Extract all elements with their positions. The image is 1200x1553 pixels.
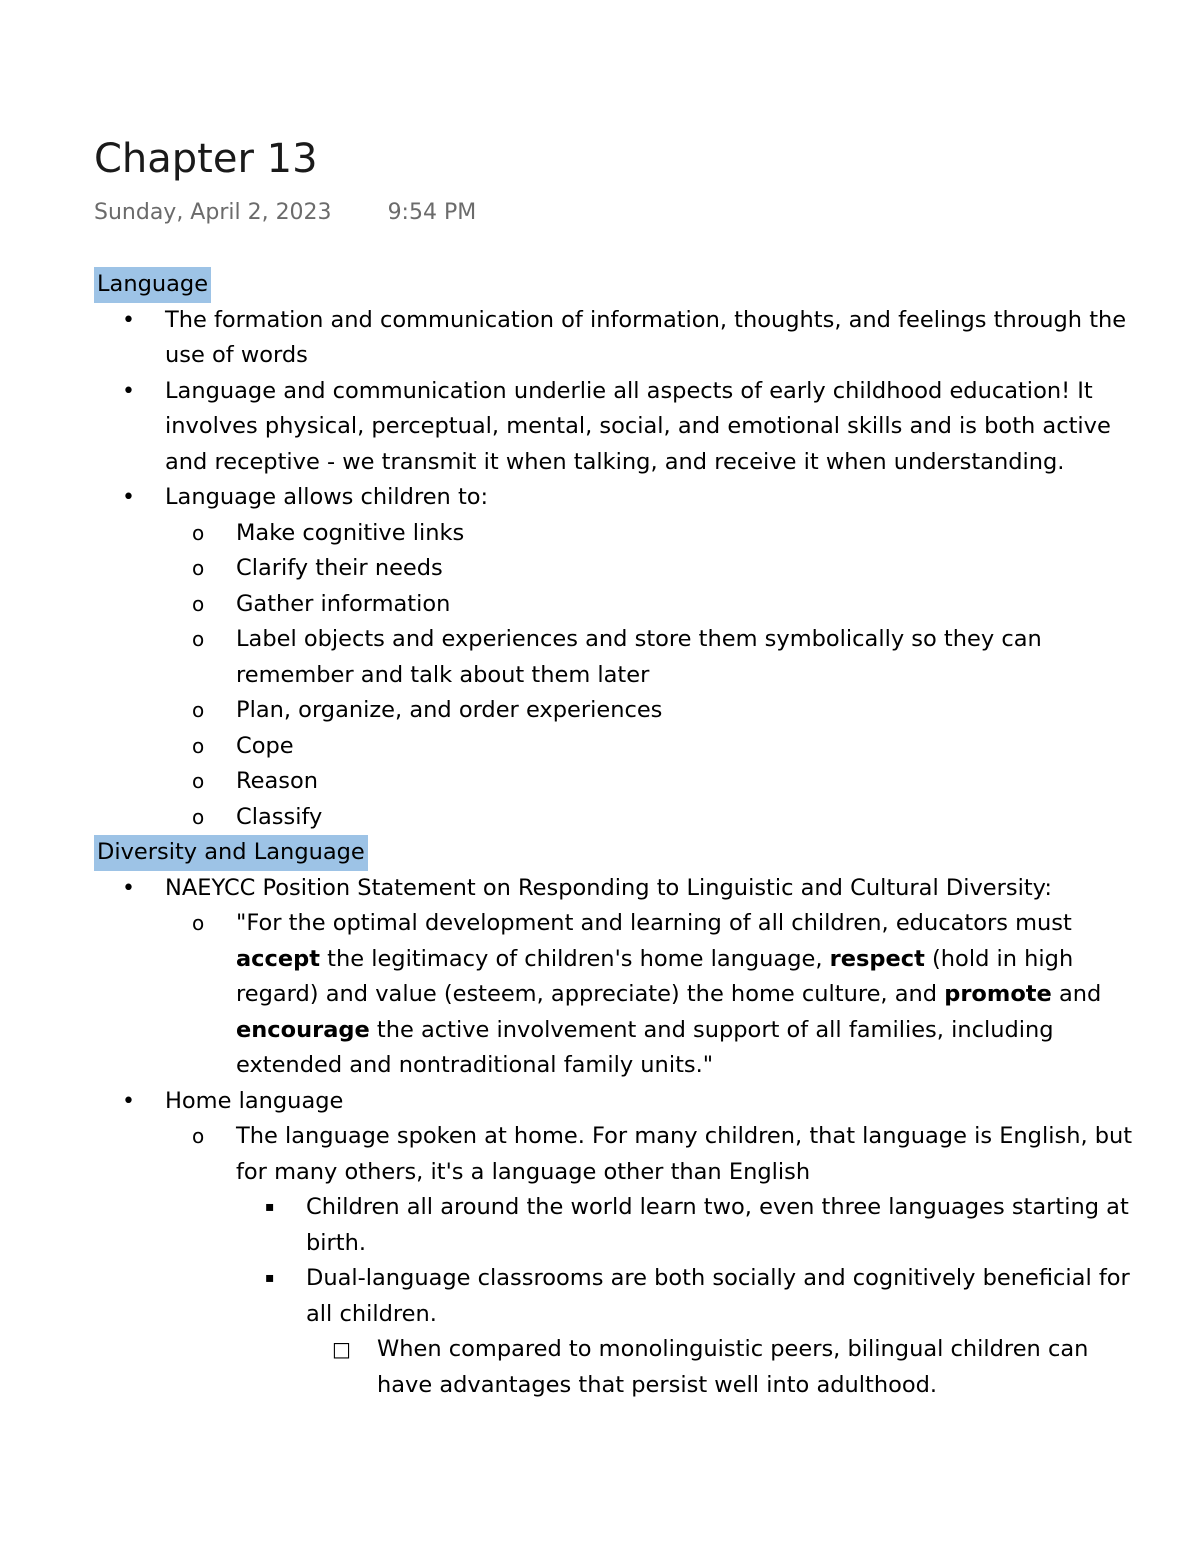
page-title: Chapter 13 [94, 136, 318, 182]
section-heading-diversity: Diversity and Language [94, 835, 368, 871]
note-time: 9:54 PM [387, 200, 477, 225]
note-date: Sunday, April 2, 2023 [94, 200, 332, 225]
bullet-icon: • [122, 875, 135, 901]
circle-bullet-icon: o [192, 698, 205, 722]
bullet-icon: • [122, 378, 135, 404]
list-item: o Plan, organize, and order experiences [94, 693, 1134, 729]
square-bullet-icon: ▪ [265, 1199, 275, 1215]
list-item: o Classify [94, 800, 1134, 836]
note-timestamp [94, 198, 476, 228]
list-item: ▪ Dual-language classrooms are both socially and cognitively beneficial for all children. [94, 1261, 1134, 1332]
section-heading-language: Language [94, 267, 211, 303]
bullet-icon: • [122, 1088, 135, 1114]
circle-bullet-icon: o [192, 804, 205, 829]
square-bullet-icon: ▪ [265, 1270, 275, 1286]
circle-bullet-icon: o [192, 556, 205, 580]
circle-bullet-icon: o [192, 733, 205, 758]
hollow-square-bullet-icon: □ [332, 1337, 351, 1361]
circle-bullet-icon: o [192, 591, 205, 616]
circle-bullet-icon: o [192, 769, 205, 793]
list-item: o Make cognitive links [94, 516, 1134, 552]
list-item: o Gather information [94, 587, 1134, 623]
bullet-icon: • [122, 485, 135, 510]
list-item: ▪ Children all around the world learn two, even three languages starting at birth. [94, 1190, 1134, 1261]
circle-bullet-icon: o [192, 1124, 205, 1148]
list-item: o Label objects and experiences and store them symbolically so they can remember and talk about them later [94, 622, 1134, 693]
list-item: o Reason [94, 764, 1134, 800]
circle-bullet-icon: o [192, 520, 205, 545]
list-item: • Language allows children to: [94, 480, 1134, 516]
bullet-icon: • [122, 307, 135, 333]
list-item: • Language and communication underlie all aspects of early childhood education! It involves physical, perceptual, mental, social, and emotional skills and is both active and receptive - we transmit it when talking, and receive it when understanding. [94, 374, 1134, 481]
list-item: o The language spoken at home. For many children, that language is English, but for many others, it's a language other than English [94, 1119, 1134, 1190]
list-item: • The formation and communication of information, thoughts, and feelings through the use of words [94, 303, 1134, 374]
list-item: □ When compared to monolinguistic peers, bilingual children can have advantages that persist well into adulthood. [94, 1332, 1134, 1403]
list-item: o Cope [94, 729, 1134, 765]
note-content [94, 267, 1134, 1403]
quote-item: o "For the optimal development and learning of all children, educators must accept the legitimacy of children's home language, respect (hold in high regard) and value (esteem, appreciate) the home culture, and promote and encourage the active involvement and support of all families, including extended and nontraditional family units." [94, 906, 1134, 1084]
circle-bullet-icon: o [192, 627, 205, 651]
list-item: o Clarify their needs [94, 551, 1134, 587]
circle-bullet-icon: o [192, 911, 205, 935]
list-item: • Home language [94, 1084, 1134, 1120]
list-item: • NAEYCC Position Statement on Responding to Linguistic and Cultural Diversity: [94, 871, 1134, 907]
